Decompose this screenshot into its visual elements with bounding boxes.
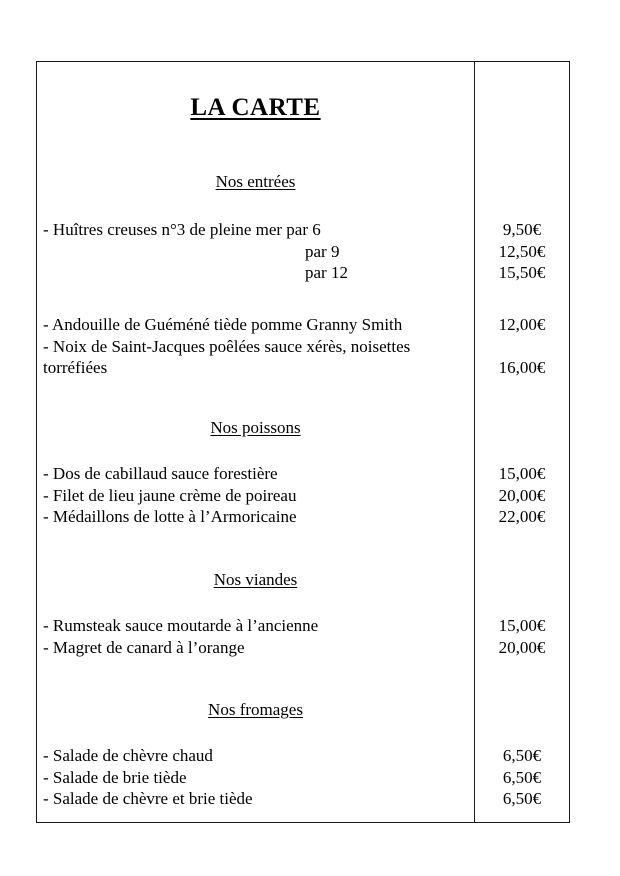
- menu-item-name: - Filet de lieu jaune crème de poireau: [43, 485, 297, 505]
- menu-item-name: - Huîtres creuses n°3 de pleine mer par 6: [43, 220, 321, 239]
- menu-item-price: 15,00€: [498, 464, 546, 483]
- menu-item-price: 9,50€: [502, 220, 542, 239]
- page-title: LA CARTE: [190, 94, 321, 121]
- menu-item-name: - Andouille de Guéméné tiède pomme Granny Smith: [43, 315, 403, 334]
- menu-item-name: - Noix de Saint-Jacques poêlées sauce xérès, noisettes torréfiées: [43, 336, 411, 377]
- menu-item-price: 15,50€: [498, 263, 546, 282]
- menu-item-price: 12,00€: [498, 315, 546, 334]
- menu-item-price: 15,00€: [498, 616, 546, 635]
- menu-item-price: 12,50€: [498, 241, 546, 261]
- menu-items-column: [37, 62, 475, 822]
- menu-item-price: 6,50€: [502, 789, 542, 808]
- menu-item-name: par 9: [305, 241, 340, 261]
- menu-item-price: 20,00€: [498, 637, 546, 657]
- menu-item-name: - Magret de canard à l’orange: [43, 637, 245, 657]
- menu-item-name: - Salade de chèvre chaud: [43, 746, 213, 765]
- menu-item-price: 16,00€: [498, 358, 546, 377]
- menu-item-name: - Salade de brie tiède: [43, 767, 187, 787]
- price-spacer: [475, 336, 569, 358]
- menu-prices-column: [475, 62, 569, 822]
- menu-item-price: 6,50€: [502, 767, 542, 787]
- section-heading-entrees: Nos entrées: [215, 172, 296, 191]
- menu-item-name: - Rumsteak sauce moutarde à l’ancienne: [43, 616, 319, 635]
- section-heading-fromages: Nos fromages: [208, 700, 303, 719]
- menu-item-price: 22,00€: [498, 507, 546, 526]
- menu-item-name: par 12: [305, 263, 348, 282]
- section-heading-viandes: Nos viandes: [213, 570, 298, 589]
- menu-table: [36, 61, 570, 823]
- menu-item-name: - Médaillons de lotte à l’Armoricaine: [43, 507, 297, 526]
- menu-item-name: - Salade de chèvre et brie tiède: [43, 789, 253, 808]
- menu-item-name: - Dos de cabillaud sauce forestière: [43, 464, 278, 483]
- menu-item-price: 6,50€: [502, 746, 542, 765]
- menu-item-price: 20,00€: [498, 485, 546, 505]
- section-heading-poissons: Nos poissons: [210, 418, 301, 437]
